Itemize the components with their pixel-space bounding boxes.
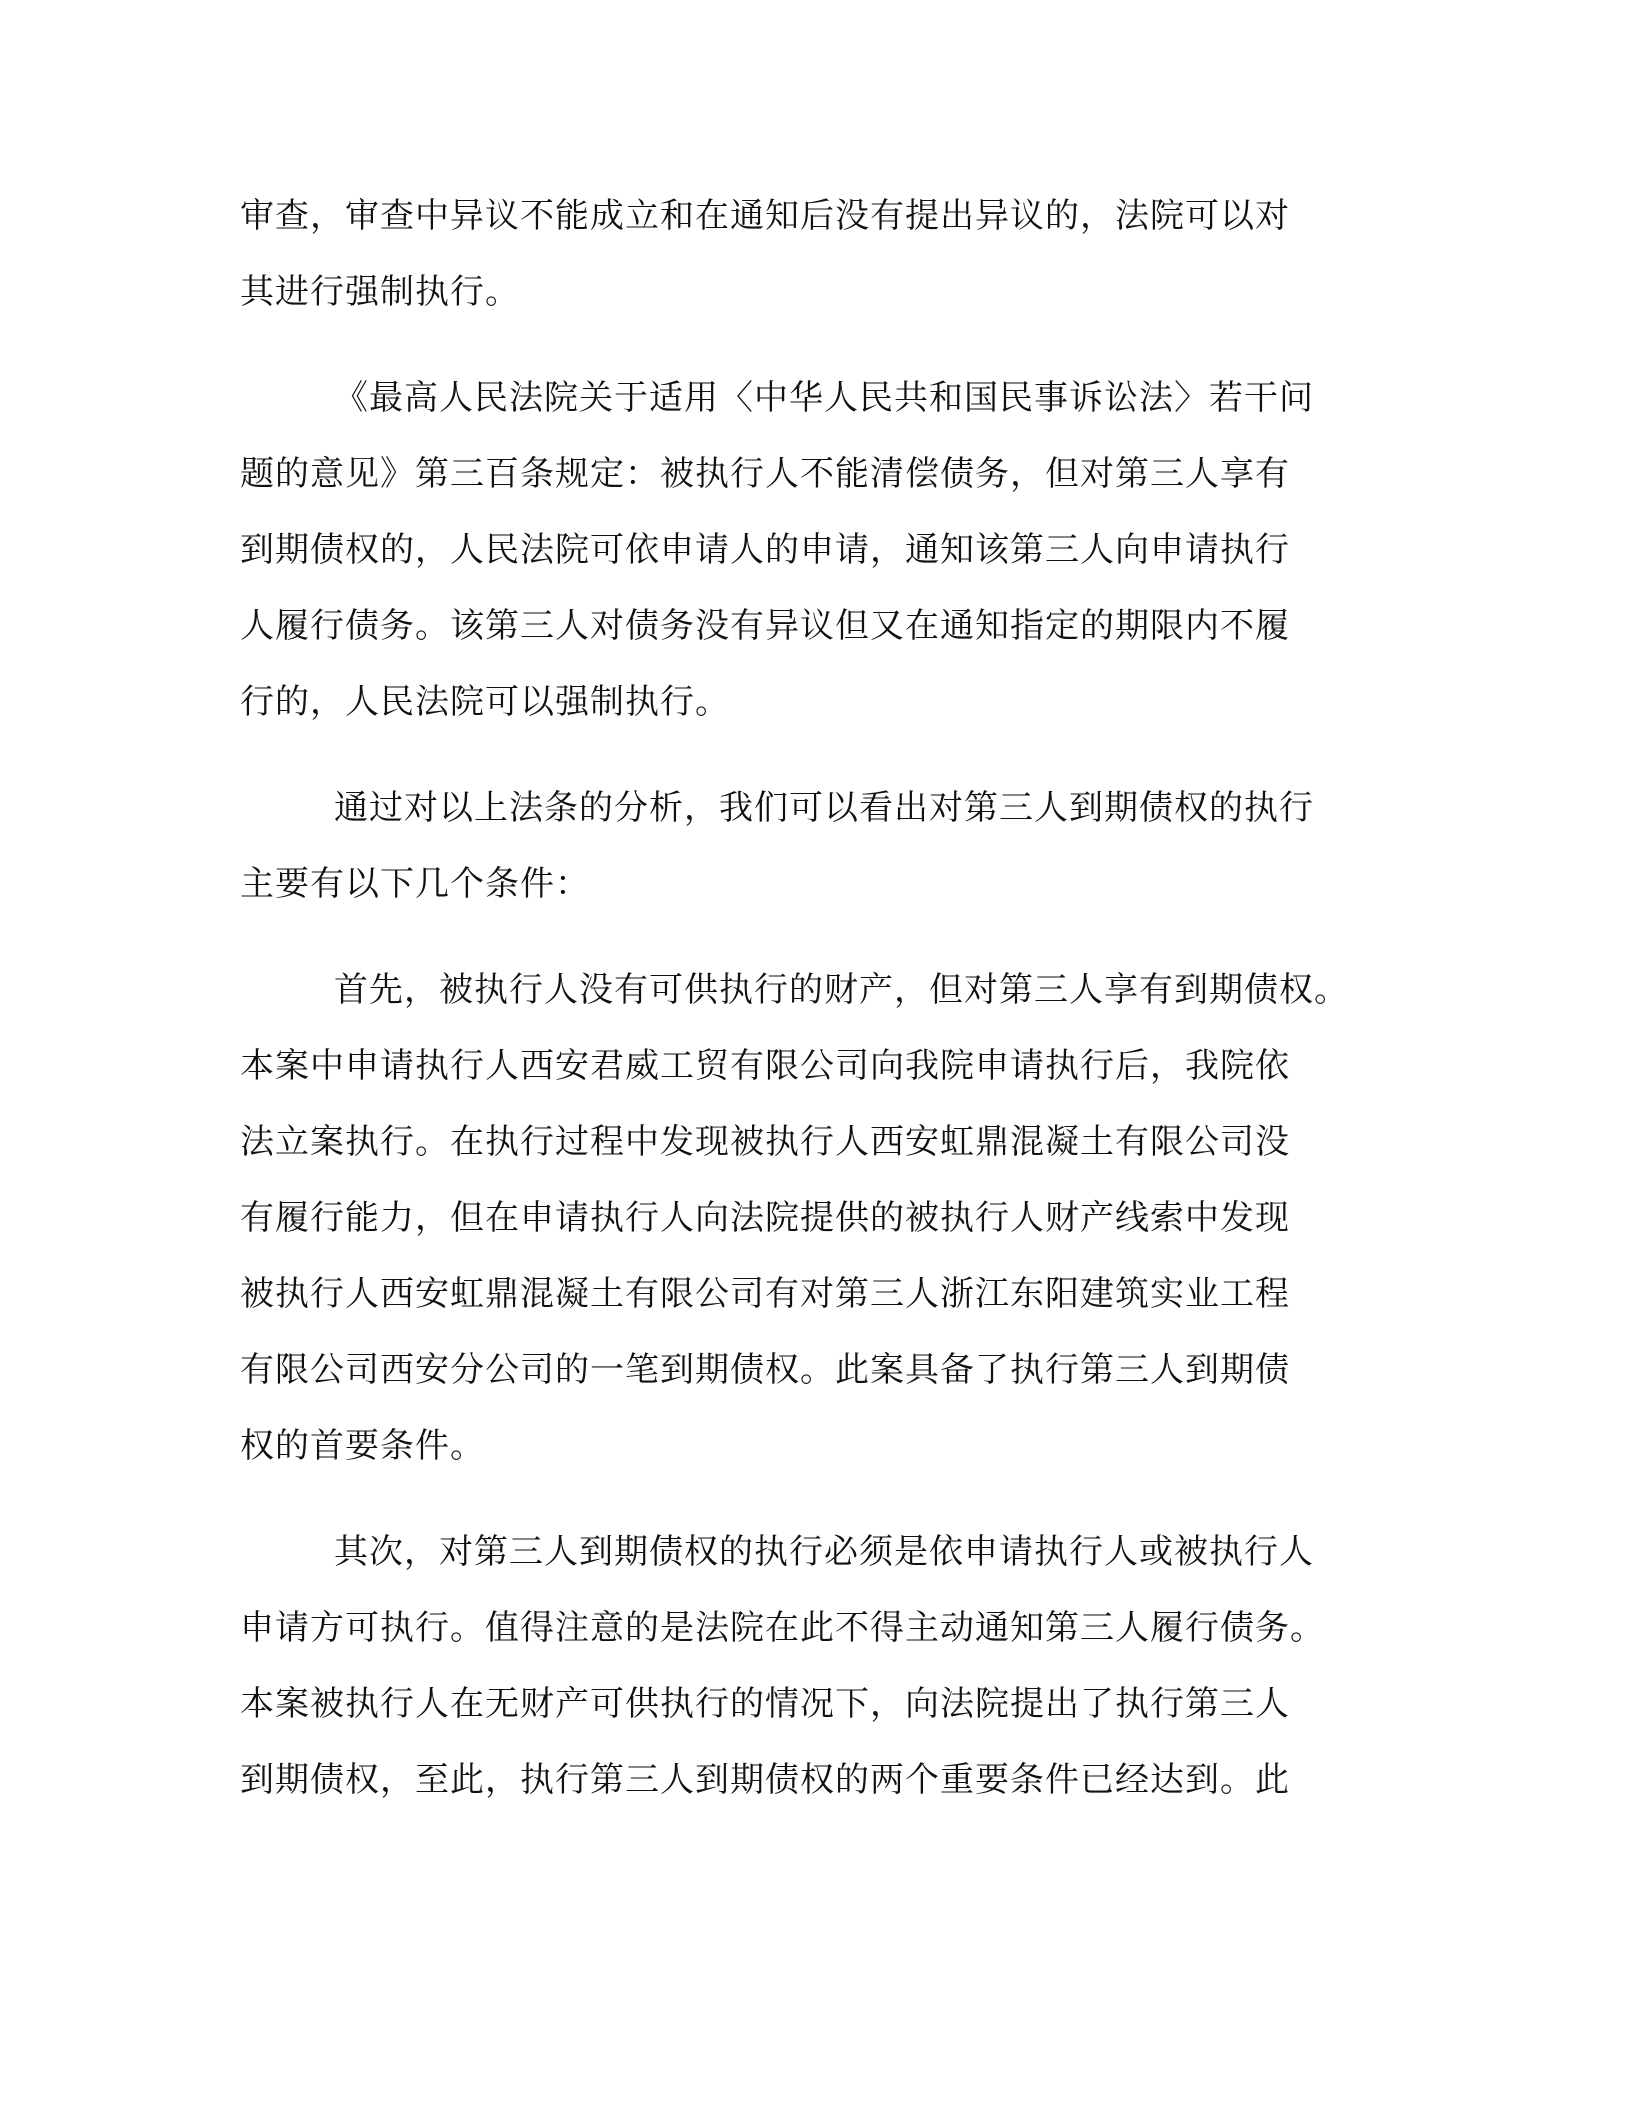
text-line: 被执行人西安虹鼎混凝土有限公司有对第三人浙江东阳建筑实业工程 [240,1274,1290,1314]
text-line: 题的意见》第三百条规定：被执行人不能清偿债务，但对第三人享有 [240,454,1290,494]
text-line: 申请方可执行。值得注意的是法院在此不得主动通知第三人履行债务。 [240,1608,1325,1648]
text-line: 到期债权，至此，执行第三人到期债权的两个重要条件已经达到。此 [240,1760,1290,1800]
text-line: 本案被执行人在无财产可供执行的情况下，向法院提出了执行第三人 [240,1684,1290,1724]
text-line: 法立案执行。在执行过程中发现被执行人西安虹鼎混凝土有限公司没 [240,1122,1290,1162]
text-line: 首先，被执行人没有可供执行的财产，但对第三人享有到期债权。 [334,970,1349,1010]
text-line: 本案中申请执行人西安君威工贸有限公司向我院申请执行后，我院依 [240,1046,1290,1086]
text-line: 人履行债务。该第三人对债务没有异议但又在通知指定的期限内不履 [240,606,1290,646]
text-line: 其进行强制执行。 [240,272,520,312]
text-line: 权的首要条件。 [240,1426,485,1466]
text-line: 行的，人民法院可以强制执行。 [240,682,730,722]
text-line: 有履行能力，但在申请执行人向法院提供的被执行人财产线索中发现 [240,1198,1290,1238]
text-line: 有限公司西安分公司的一笔到期债权。此案具备了执行第三人到期债 [240,1350,1290,1390]
text-line: 到期债权的，人民法院可依申请人的申请，通知该第三人向申请执行 [240,530,1290,570]
text-line: 《最高人民法院关于适用〈中华人民共和国民事诉讼法〉若干问 [334,378,1314,418]
text-line: 主要有以下几个条件： [240,864,590,904]
text-line: 通过对以上法条的分析，我们可以看出对第三人到期债权的执行 [334,788,1314,828]
text-line: 审查，审查中异议不能成立和在通知后没有提出异议的，法院可以对 [240,196,1290,236]
text-line: 其次，对第三人到期债权的执行必须是依申请执行人或被执行人 [334,1532,1314,1572]
